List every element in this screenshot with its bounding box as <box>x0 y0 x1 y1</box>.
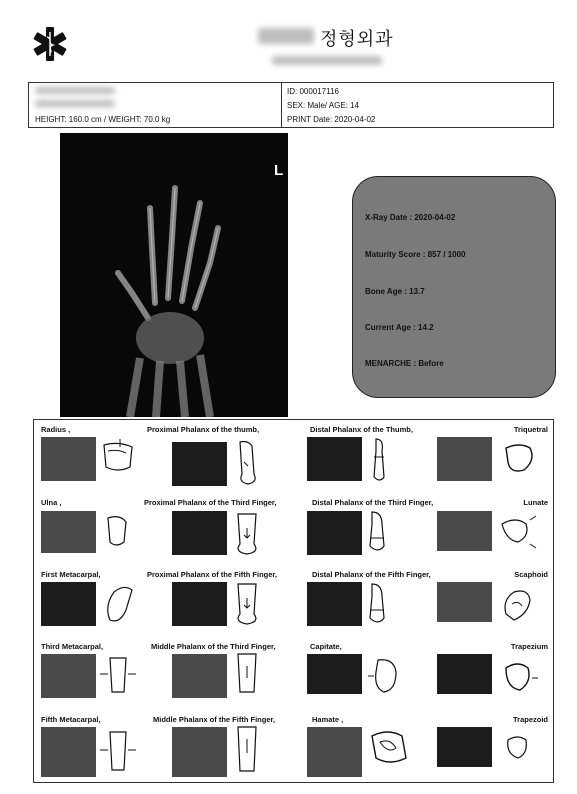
bone-xray-crop <box>307 727 362 777</box>
bone-label-lunate: Lunate <box>523 498 548 507</box>
bone-age: Bone Age : 13.7 <box>365 287 425 296</box>
bone-xray-crop <box>307 437 362 481</box>
bone-sketch <box>232 652 262 700</box>
bone-sketch <box>96 654 140 698</box>
bone-label-capitate: Capitate, <box>310 642 342 651</box>
bone-label-fifth-metacarpal: Fifth Metacarpal, <box>41 715 101 724</box>
bone-sketch <box>496 514 540 550</box>
bone-age-summary <box>352 176 556 398</box>
bone-xray-crop <box>172 654 227 698</box>
bone-label-distal-phalanx-fifth: Distal Phalanx of the Fifth Finger, <box>312 570 431 579</box>
patient-info-box <box>28 82 554 128</box>
clinic-name: 정형외과 <box>320 29 394 49</box>
hand-xray-image <box>60 133 288 417</box>
menarche: MENARCHE : Before <box>365 359 444 368</box>
bone-sketch <box>232 582 262 626</box>
bone-xray-crop <box>307 511 362 555</box>
bone-sketch <box>98 437 138 481</box>
bone-xray-crop <box>307 654 362 694</box>
bone-sketch <box>500 440 540 476</box>
bone-xray-crop <box>172 442 227 486</box>
maturity-score: Maturity Score : 857 / 1000 <box>365 250 466 259</box>
bone-label-ulna: Ulna , <box>41 498 62 507</box>
bone-xray-crop <box>41 582 96 626</box>
bone-sketch <box>232 512 262 556</box>
bone-xray-crop <box>437 582 492 622</box>
bone-xray-crop <box>172 582 227 626</box>
bone-label-scaphoid: Scaphoid <box>514 570 548 579</box>
bone-label-middle-phalanx-fifth: Middle Phalanx of the Fifth Finger, <box>153 715 276 724</box>
bone-sketch <box>366 582 388 628</box>
redacted-patient-name <box>35 87 115 94</box>
redacted-clinic-prefix <box>258 28 314 44</box>
bone-xray-crop <box>41 654 96 698</box>
bone-sketch <box>498 656 540 696</box>
bone-sketch <box>366 726 412 770</box>
redacted-patient-extra <box>35 100 115 107</box>
bone-xray-crop <box>307 582 362 626</box>
xray-side-marker: L <box>274 162 284 179</box>
bone-label-radius: Radius , <box>41 425 71 434</box>
xray-date: X-Ray Date : 2020-04-02 <box>365 213 456 222</box>
bone-xray-crop <box>41 511 96 553</box>
bone-label-proximal-phalanx-third: Proximal Phalanx of the Third Finger, <box>144 498 277 507</box>
bone-xray-crop <box>41 727 96 777</box>
bone-assessment-panel <box>33 419 554 783</box>
bone-label-trapezium: Trapezium <box>510 642 548 651</box>
current-age: Current Age : 14.2 <box>365 323 434 332</box>
patient-id: ID: 000017116 <box>287 87 339 96</box>
info-divider <box>281 83 282 127</box>
bone-sketch <box>100 580 140 630</box>
bone-sketch <box>366 654 406 698</box>
bone-label-first-metacarpal: First Metacarpal, <box>41 570 101 579</box>
bone-label-distal-phalanx-thumb: Distal Phalanx of the Thumb, <box>310 425 413 434</box>
bone-xray-crop <box>41 437 96 481</box>
bone-xray-crop <box>172 727 227 777</box>
print-date: PRINT Date: 2020-04-02 <box>287 115 376 124</box>
hand-xray-graphic <box>60 133 288 417</box>
bone-xray-crop <box>437 654 492 694</box>
bone-sketch <box>96 728 140 776</box>
bone-sketch <box>366 437 392 483</box>
bone-sketch <box>232 725 262 779</box>
medical-star-of-life-icon <box>30 24 70 64</box>
bone-label-triquetral: Triquetral <box>513 425 548 434</box>
bone-sketch <box>500 730 536 764</box>
bone-sketch <box>498 584 540 626</box>
bone-label-third-metacarpal: Third Metacarpal, <box>41 642 104 651</box>
bone-sketch <box>366 510 388 556</box>
bone-sketch <box>232 438 264 486</box>
bone-sketch <box>102 512 132 552</box>
bone-xray-crop <box>437 511 492 551</box>
bone-xray-crop <box>437 437 492 481</box>
redacted-clinic-address <box>272 56 382 65</box>
bone-label-hamate: Hamate , <box>312 715 344 724</box>
height-weight: HEIGHT: 160.0 cm / WEIGHT: 70.0 kg <box>35 115 171 124</box>
bone-xray-crop <box>437 727 492 767</box>
bone-xray-crop <box>172 511 227 555</box>
bone-label-trapezoid: Trapezoid <box>512 715 548 724</box>
bone-label-distal-phalanx-third: Distal Phalanx of the Third Finger, <box>312 498 434 507</box>
bone-label-middle-phalanx-third: Middle Phalanx of the Third Finger, <box>151 642 276 651</box>
sex-age: SEX: Male/ AGE: 14 <box>287 101 360 110</box>
bone-label-proximal-phalanx-thumb: Proximal Phalanx of the thumb, <box>147 425 260 434</box>
bone-label-proximal-phalanx-fifth: Proximal Phalanx of the Fifth Finger, <box>147 570 278 579</box>
